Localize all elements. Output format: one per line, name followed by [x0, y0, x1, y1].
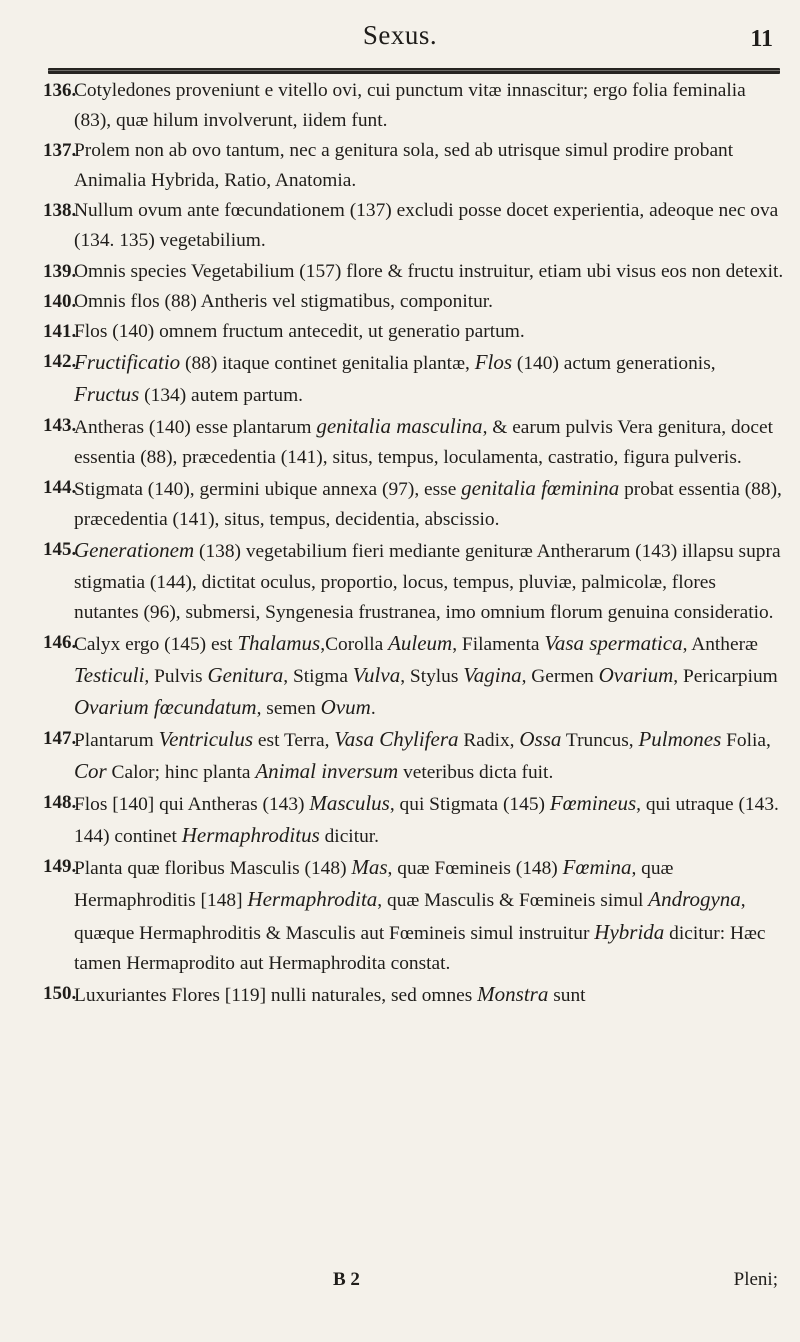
text-run: Planta quæ floribus Masculis (148) [74, 858, 352, 880]
text-run: Calor; hinc planta [106, 762, 256, 784]
text-run: , qui utraque (143. 144) continet [74, 794, 779, 848]
text-run: , qui Stigmata (145) [389, 794, 550, 816]
italic-term: Auleum [388, 630, 453, 655]
italic-term: Hermaphroditus [181, 823, 320, 848]
italic-term: Thalamus [237, 630, 321, 655]
paragraph [43, 257, 784, 287]
italic-term: Generationem [74, 538, 195, 563]
paragraph [43, 473, 784, 535]
text-run: Luxuriantes Flores [119] nulli naturales, sed omnes [74, 984, 478, 1006]
running-header [0, 16, 800, 56]
paragraph [43, 411, 784, 473]
paragraph-number: 139. [43, 260, 77, 282]
text-run: , semen [256, 697, 321, 719]
italic-term: Ovum [320, 694, 371, 719]
italic-term: Monstra [477, 981, 549, 1006]
italic-term: Fructus [74, 381, 140, 406]
italic-term: Vagina [463, 662, 522, 687]
paragraph-number: 145. [43, 539, 77, 561]
text-run: , & earum pulvis Vera genitura, docet essentia (88), præcedentia (141), situs, tempus, loculamenta, castratio, figura pulveris. [74, 417, 773, 469]
catchword: Pleni; [733, 1269, 778, 1290]
text-body [43, 76, 784, 1011]
italic-term: Androgyna [648, 887, 741, 912]
text-run: , Germen [521, 665, 599, 687]
text-run: , Stylus [400, 665, 464, 687]
paragraph-number: 142. [43, 350, 77, 372]
text-run: (140) actum generationis, [512, 352, 716, 374]
italic-term: Fructificatio [74, 349, 181, 374]
paragraph [43, 788, 784, 852]
paragraph-number: 143. [43, 415, 77, 437]
paragraph [43, 852, 784, 978]
italic-term: Cor [74, 759, 107, 784]
italic-term: Animal inversum [255, 759, 399, 784]
italic-term: Testiculi [74, 662, 145, 687]
text-run: veteribus dicta fuit. [398, 762, 554, 784]
paragraph-number: 146. [43, 631, 77, 653]
text-run: Omnis species Vegetabilium (157) flore & fructu instruitur, etiam ubi visus eos non detexit. [74, 260, 784, 282]
text-run: , Filamenta [452, 633, 545, 655]
paragraph-number: 147. [43, 727, 77, 749]
text-run: ,Corolla [320, 633, 389, 655]
text-run: Folia, [721, 729, 771, 751]
paragraph-number: 140. [43, 290, 77, 312]
italic-term: Ventriculus [158, 726, 254, 751]
text-run: Antheras (140) esse plantarum [74, 417, 317, 439]
paragraph [43, 724, 784, 788]
header-rule [48, 68, 780, 74]
italic-term: Flos [474, 349, 513, 374]
page-number: 11 [750, 26, 773, 52]
paragraph-number: 138. [43, 200, 77, 222]
text-run: Stigmata (140), germini ubique annexa (97), esse [74, 479, 462, 501]
text-run: , Pulvis [144, 665, 208, 687]
text-run: , Antheræ [682, 633, 758, 655]
text-run: , Stigma [283, 665, 353, 687]
paragraph-number: 137. [43, 140, 77, 162]
text-run: est Terra, [253, 729, 335, 751]
italic-term: Vasa spermatica [544, 630, 683, 655]
paragraph [43, 287, 784, 317]
italic-term: Pulmones [638, 726, 722, 751]
text-run: Truncus, [561, 729, 639, 751]
text-run: Radix, [458, 729, 520, 751]
page-title: Sexus. [362, 20, 438, 50]
text-run: Omnis flos (88) Antheris vel stigmatibus, componitur. [74, 290, 494, 312]
paragraph-number: 144. [43, 477, 77, 499]
paragraph [43, 979, 784, 1011]
paragraph [43, 136, 784, 196]
paragraph-number: 148. [43, 792, 77, 814]
italic-term: Fœmina [562, 855, 632, 880]
text-run: (138) vegetabilium fieri mediante genituræ Antherarum (143) illapsu supra stigmatia (144), dictitat oculus, proportio, locus, tempus, pluviæ, palmicolæ, flores nutantes (96), submersi, Syngenesia frustranea, imo omnium florum genuina consideratio. [74, 541, 781, 623]
italic-term: genitalia masculina [316, 414, 483, 439]
italic-term: Vasa Chylifera [334, 726, 459, 751]
italic-term: Ovarium fœcundatum [74, 694, 257, 719]
paragraph [43, 196, 784, 256]
paragraph [43, 535, 784, 627]
paragraph-number: 141. [43, 320, 77, 342]
italic-term: Ovarium [598, 662, 674, 687]
paragraph [43, 628, 784, 724]
text-run: sunt [548, 984, 586, 1006]
text-run: , quæ Masculis & Fœmineis simul [377, 890, 649, 912]
italic-term: Vulva [352, 662, 401, 687]
paragraph [43, 347, 784, 411]
text-run: (134) autem partum. [139, 384, 304, 406]
text-run: Cotyledones proveniunt e vitello ovi, cui punctum vitæ innascitur; ergo folia feminalia (83), quæ hilum involverunt, iidem funt. [74, 80, 746, 132]
text-run: , quæ Hermaphroditis [148] [74, 858, 674, 912]
text-run: Nullum ovum ante fœcundationem (137) excludi posse docet experientia, adeoque nec ova (134. 135) vegetabilium. [74, 200, 779, 252]
italic-term: Ossa [519, 726, 562, 751]
text-run: . [370, 697, 376, 719]
text-run: dicitur: Hæc tamen Hermaprodito aut Hermaphrodita constat. [74, 922, 766, 974]
text-run: , quæ Fœmineis (148) [387, 858, 563, 880]
text-run: (88) itaque continet genitalia plantæ, [180, 352, 475, 374]
text-run: Flos [140] qui Antheras (143) [74, 794, 310, 816]
text-run: Plantarum [74, 729, 159, 751]
italic-term: Hybrida [594, 919, 665, 944]
italic-term: Fœmineus [549, 791, 637, 816]
paragraph-number: 149. [43, 856, 77, 878]
italic-term: Masculus [309, 791, 390, 816]
paragraph [43, 317, 784, 347]
paragraph [43, 76, 784, 136]
page-footer [48, 1269, 778, 1299]
text-run: , quæque Hermaphroditis & Masculis aut Fœmineis simul instruitur [74, 890, 746, 944]
italic-term: genitalia fœminina [461, 476, 620, 501]
text-run: dicitur. [319, 826, 380, 848]
italic-term: Mas [351, 855, 388, 880]
italic-term: Genitura [207, 662, 284, 687]
text-run: Calyx ergo (145) est [74, 633, 238, 655]
paragraph-number: 150. [43, 982, 77, 1004]
text-run: Prolem non ab ovo tantum, nec a genitura sola, sed ab utrisque simul prodire probant Animalia Hybrida, Ratio, Anatomia. [74, 140, 734, 192]
italic-term: Hermaphrodita [247, 887, 378, 912]
text-run: Flos (140) omnem fructum antecedit, ut generatio partum. [74, 320, 525, 342]
text-run: probat essentia (88), præcedentia (141), situs, tempus, decidentia, abscissio. [74, 479, 782, 531]
signature-mark: B 2 [333, 1269, 360, 1290]
text-run: , Pericarpium [673, 665, 778, 687]
paragraph-number: 136. [43, 80, 77, 101]
